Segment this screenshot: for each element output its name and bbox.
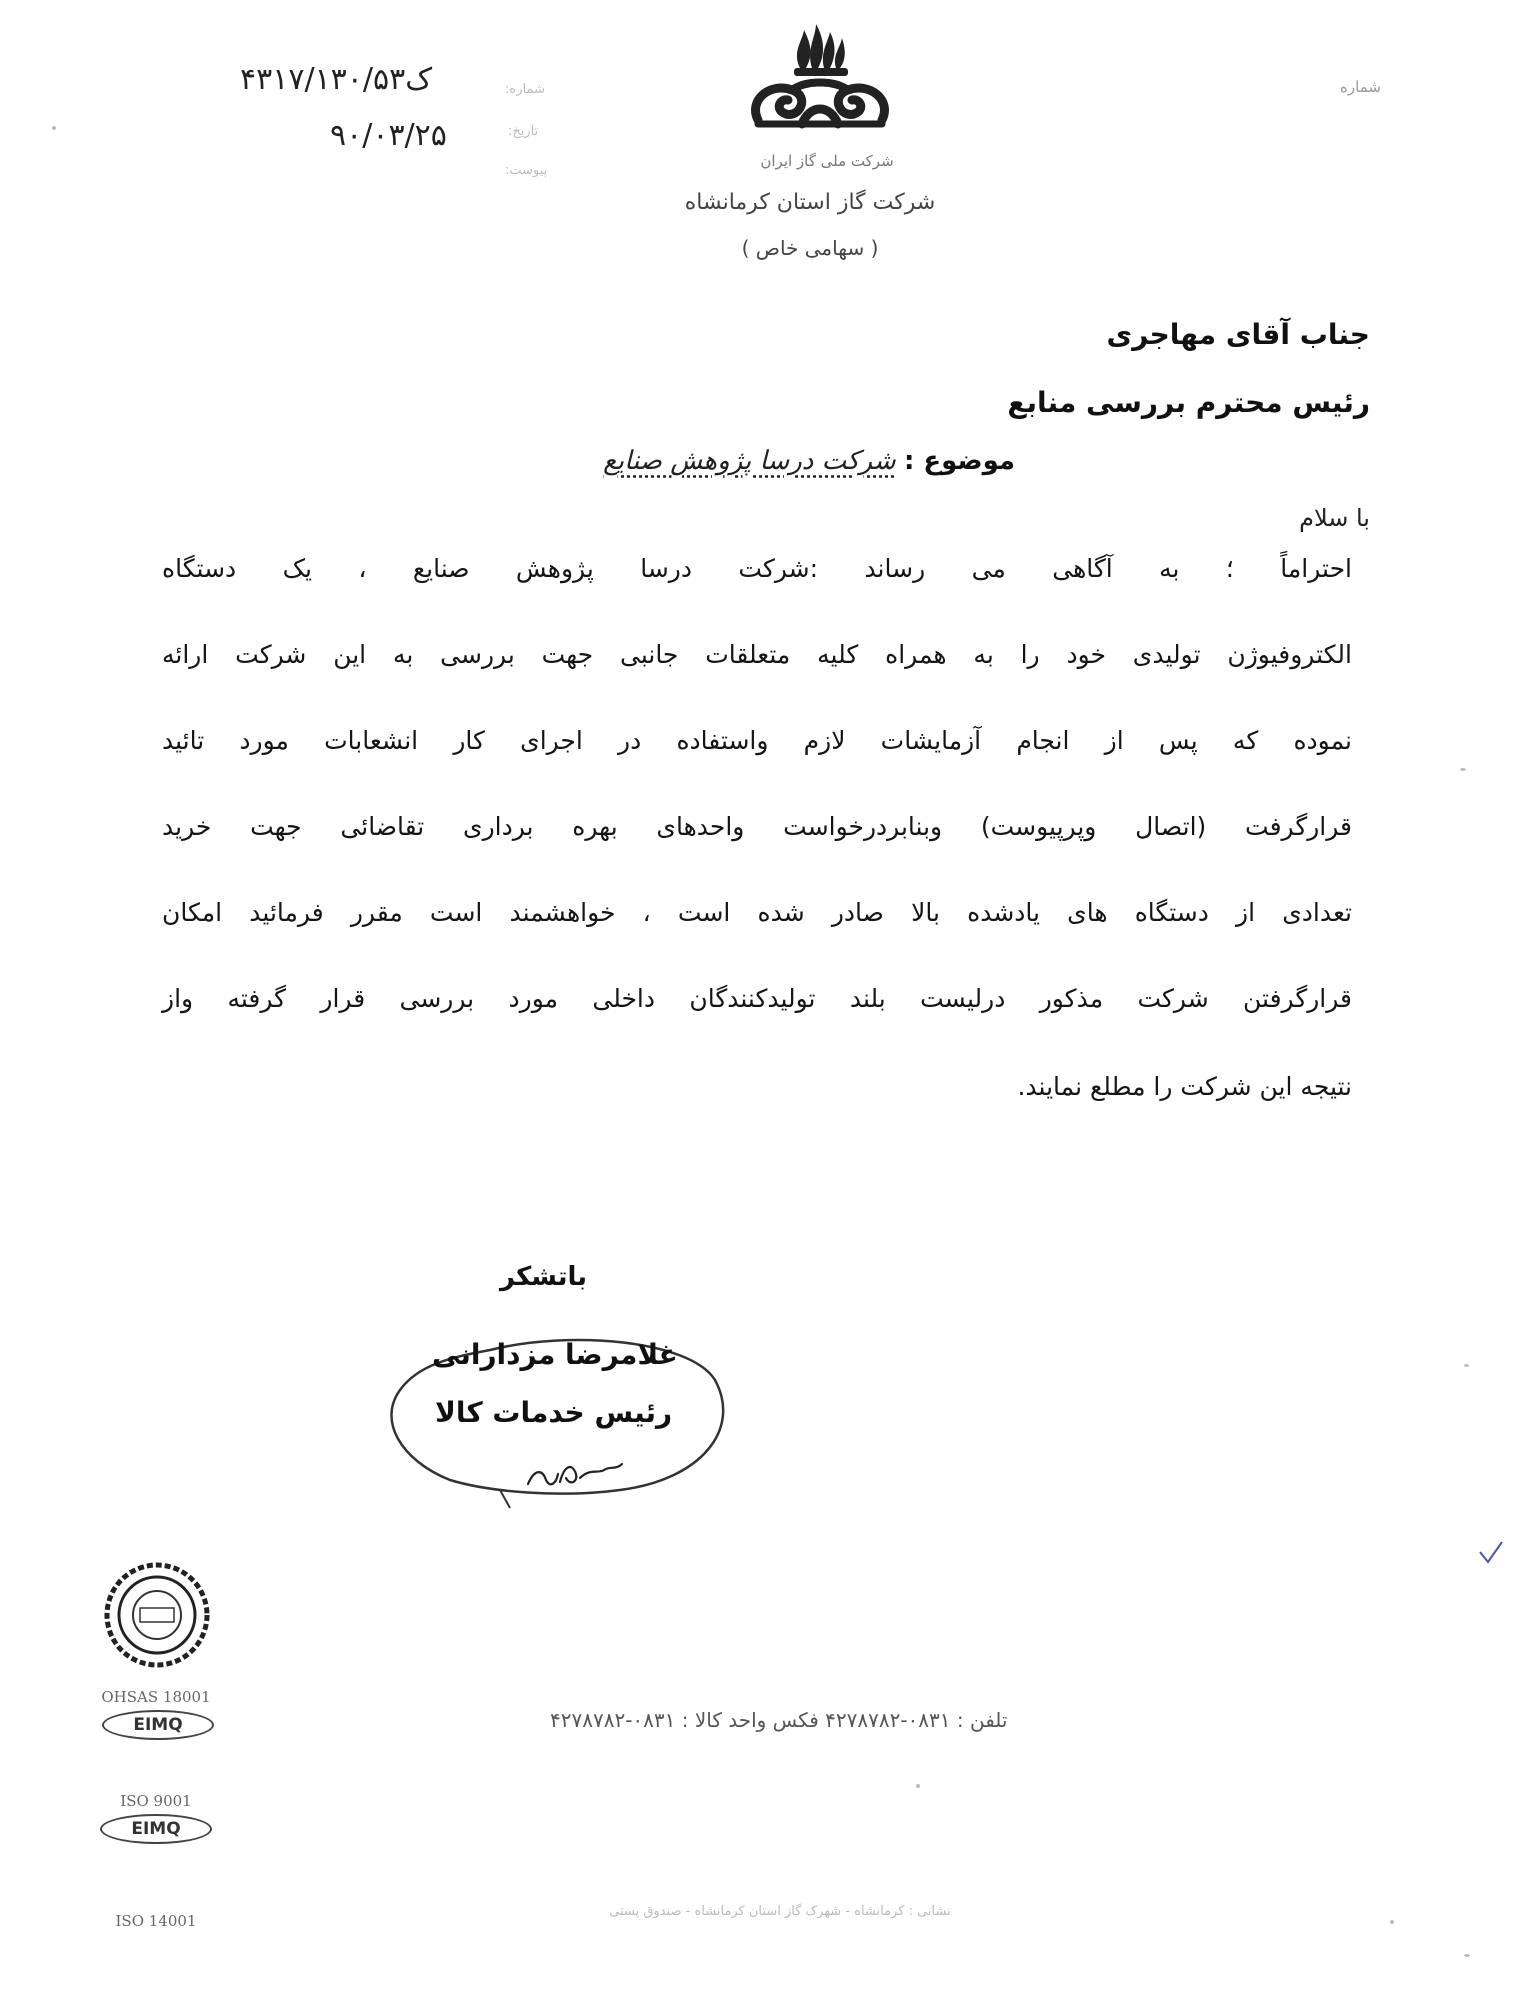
certification-seal-icon [102,1560,212,1670]
company-parent: شرکت ملی گاز ایران [760,152,894,170]
scan-speck [1390,1920,1394,1924]
signer-title: رئیس خدمات کالا [435,1396,673,1429]
top-right-mark: شماره [1340,78,1381,96]
addressee-title: رئیس محترم بررسی منابع [1007,386,1370,419]
cert-label-iso9001: ISO 9001 [120,1792,192,1810]
salutation: با سلام [1299,504,1370,532]
scan-speck [1464,1364,1469,1367]
meta-label-date: تاریخ: [508,124,539,139]
subject-line [603,446,1015,476]
handwritten-signature [520,1448,630,1498]
scan-speck [916,1784,920,1788]
eimq-badge: EIMQ [100,1814,212,1844]
scan-speck [1460,768,1466,771]
signature-thanks: باتشکر [500,1262,588,1292]
body-line: احتراماً ؛ به آگاهی می رساند :شرکت درسا پژوهش صنایع ، یک دستگاه [162,554,1352,583]
body-line: قرارگرفت (اتصال وپرپیوست) وبنابردرخواست واحدهای بهره برداری تقاضائی جهت خرید [162,812,1352,841]
body-line: الکتروفیوژن تولیدی خود را به همراه کلیه متعلقات جانبی جهت بررسی به این شرکت ارائه [162,640,1352,669]
letter-number: ۴۳۱۷/۱۳۰/۵۳ک [240,62,433,97]
subject-value: شرکت درسا پژوهش صنایع [603,446,896,476]
body-line: قرارگرفتن شرکت مذکور درلیست بلند تولیدکنندگان داخلی مورد بررسی قرار گرفته واز [162,984,1352,1013]
check-mark-icon [1476,1538,1506,1568]
scan-speck [52,126,56,130]
addressee-name: جناب آقای مهاجری [1106,318,1370,351]
body-line: نموده که پس از انجام آزمایشات لازم واستفاده در اجرای کار انشعابات مورد تائید [162,726,1352,755]
eimq-badge: EIMQ [102,1710,214,1740]
body-line: نتیجه این شرکت را مطلع نمایند. [1017,1072,1352,1101]
letter-date: ۹۰/۰۳/۲۵ [330,118,447,153]
company-name: شرکت گاز استان کرمانشاه [684,190,936,215]
body-line: تعدادی از دستگاه های یادشده بالا صادر شده است ، خواهشمند است مقرر فرمائید امکان [162,898,1352,927]
footer-address: نشانی : کرمانشاه - شهرک گاز استان کرمانشاه - صندوق پستی [609,1904,951,1919]
meta-label-number: شماره: [505,82,545,97]
footer-phones: تلفن : ۰۸۳۱-۴۲۷۸۷۸۲ فکس واحد کالا : ۰۸۳۱-۴۲۷۸۷۸۲ [550,1708,1008,1732]
company-logo [730,20,910,150]
cert-label-iso14001: ISO 14001 [115,1912,197,1930]
scan-speck [1464,1954,1470,1957]
signer-name: غلامرضا مزدارانی [432,1338,678,1371]
subject-label: موضوع : [903,446,1015,476]
meta-label-attachment: پیوست: [505,163,548,178]
company-type: ( سهامی خاص ) [741,236,879,260]
cert-label-ohsas: OHSAS 18001 [101,1688,211,1706]
